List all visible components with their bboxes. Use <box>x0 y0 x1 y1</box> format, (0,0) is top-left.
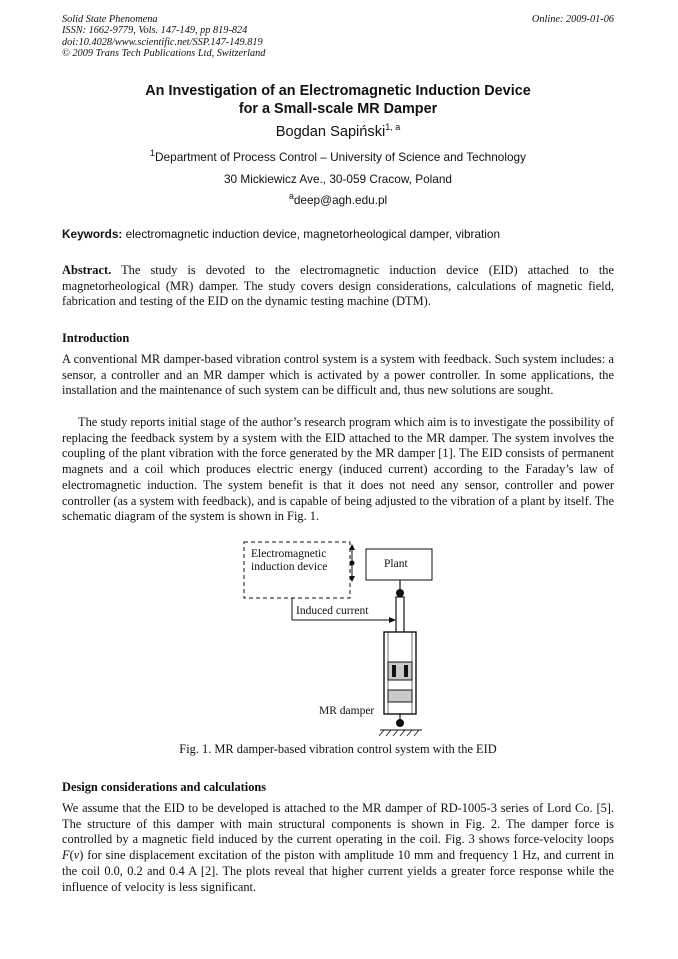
upper-joint <box>396 589 404 597</box>
email-text: deep@agh.edu.pl <box>293 193 388 207</box>
introduction-paragraph-2 <box>62 415 614 525</box>
author <box>62 124 614 140</box>
affiliation-email <box>62 193 614 207</box>
eid-label-1: Electromagnetic <box>251 548 327 560</box>
online-date: Online: 2009-01-06 <box>531 14 614 25</box>
journal-header <box>62 14 265 60</box>
plant-label: Plant <box>384 558 408 570</box>
title-line-2: for a Small-scale MR Damper <box>238 100 438 117</box>
keywords <box>62 227 622 241</box>
introduction-paragraph-2-text: The study reports initial stage of the author’s research program which aim is to investigate the possibility of replacing the feedback system by a system with the EID attached to the MR damper. The system involves the coupling of the plant vibration with the force generated by the MR damper [1]. The EID consists of permanent magnets and a coil which produces electric energy (induced current) according to the Faraday’s law of electromagnetic induction. The system benefit is that it does not need any sensor, controller and power controller (as a system with feedback), and is capable of being adjusted to the vibration of a plant by itself. The schematic diagram of the system is shown in Fig. 1. <box>62 415 614 524</box>
force-symbol: F <box>62 848 70 863</box>
copyright-line: © 2009 Trans Tech Publications Ltd, Switzerland <box>62 48 266 60</box>
issn-line: ISSN: 1662-9779, Vols. 147-149, pp 819-824 <box>62 25 248 37</box>
keywords-text: electromagnetic induction device, magnetorheological damper, vibration <box>125 227 501 241</box>
piston-coil-left <box>392 665 396 677</box>
figure-1-caption: Fig. 1. MR damper-based vibration control system with the EID <box>179 742 497 756</box>
eid-dot <box>350 561 355 566</box>
author-name: Bogdan Sapiński <box>275 124 386 140</box>
abstract-label: Abstract. <box>62 263 112 277</box>
design-paragraph-1: We assume that the EID to be developed is attached to the MR damper of RD-1005-3 series of Lord Co. [5]. The structure of this damper with main structural components is shown in Fig. 2. The damper force is controlled by a magnetic field induced by the current operating in the coil. Fig. 3 shows force-velocity loops F(v) for sine displacement excitation of the piston with amplitude 10 mm and frequency 1 Hz, and current in the coil 0.0, 0.2 and 0.4 A [2]. The plots reveal that higher current yields a greater force response while the influence of velocity is less significant. <box>62 801 614 894</box>
velocity-symbol: v <box>73 848 80 863</box>
journal-name: Solid State Phenomena <box>62 14 158 25</box>
design-heading: Design considerations and calculations <box>62 780 267 794</box>
accumulator <box>388 690 412 702</box>
paper-title <box>62 83 614 118</box>
affil-dept-text: Department of Process Control – University of Science and Technology <box>155 150 526 164</box>
introduction-heading: Introduction <box>62 331 130 345</box>
design-text-a: We assume that the EID to be developed is attached to the MR damper of RD-1005-3 series of Lord Co. [5]. The structure of this damper with main structural components is shown in Fig. 2. The damper force is controlled by a magnetic field induced by the current operating in the coil. Fig. 3 shows force-velocity loops <box>62 801 614 847</box>
keywords-label: Keywords: <box>62 227 123 241</box>
figure-1 <box>230 538 450 738</box>
eid-label-2: induction device <box>251 561 328 573</box>
doi-line: doi:10.4028/www.scientific.net/SSP.147-149.819 <box>62 36 263 48</box>
abstract <box>62 263 614 310</box>
lower-joint <box>396 719 404 727</box>
title-line-1: An Investigation of an Electromagnetic Induction Device <box>145 83 531 99</box>
email-sup: a <box>288 191 294 202</box>
induced-current-label: Induced current <box>296 605 369 617</box>
mr-damper-label: MR damper <box>319 705 375 717</box>
author-sup: 1, a <box>385 122 401 133</box>
damper-piston <box>388 662 412 680</box>
design-text-b: for sine displacement excitation of the piston with amplitude 10 mm and frequency 1 Hz, and current in the coil 0.0, 0.2 and 0.4 A [2]. The plots reveal that higher current yields a greater force response while the influence of velocity is less significant. <box>62 848 614 894</box>
affiliation-dept <box>62 150 614 164</box>
induced-current-arrowhead <box>389 617 396 623</box>
affil-sup: 1 <box>150 148 156 159</box>
ground-hatch <box>379 730 419 736</box>
affiliation-address: 30 Mickiewicz Ave., 30-059 Cracow, Poland <box>224 172 452 186</box>
abstract-text: The study is devoted to the electromagnetic induction device (EID) attached to the magnetorheological (MR) damper. The study covers design considerations, calculations of magnetic field, fabrication and testing of the EID on the dynamic testing machine (DTM). <box>62 263 614 309</box>
piston-coil-right <box>404 665 408 677</box>
introduction-paragraph-1: A conventional MR damper-based vibration control system is a system with feedback. Such system includes: a sensor, a controller and an MR damper which is activated by a power controller. In some applications, the installation and the maintenance of such system can be difficult and, thus new solutions are sought. <box>62 352 614 398</box>
